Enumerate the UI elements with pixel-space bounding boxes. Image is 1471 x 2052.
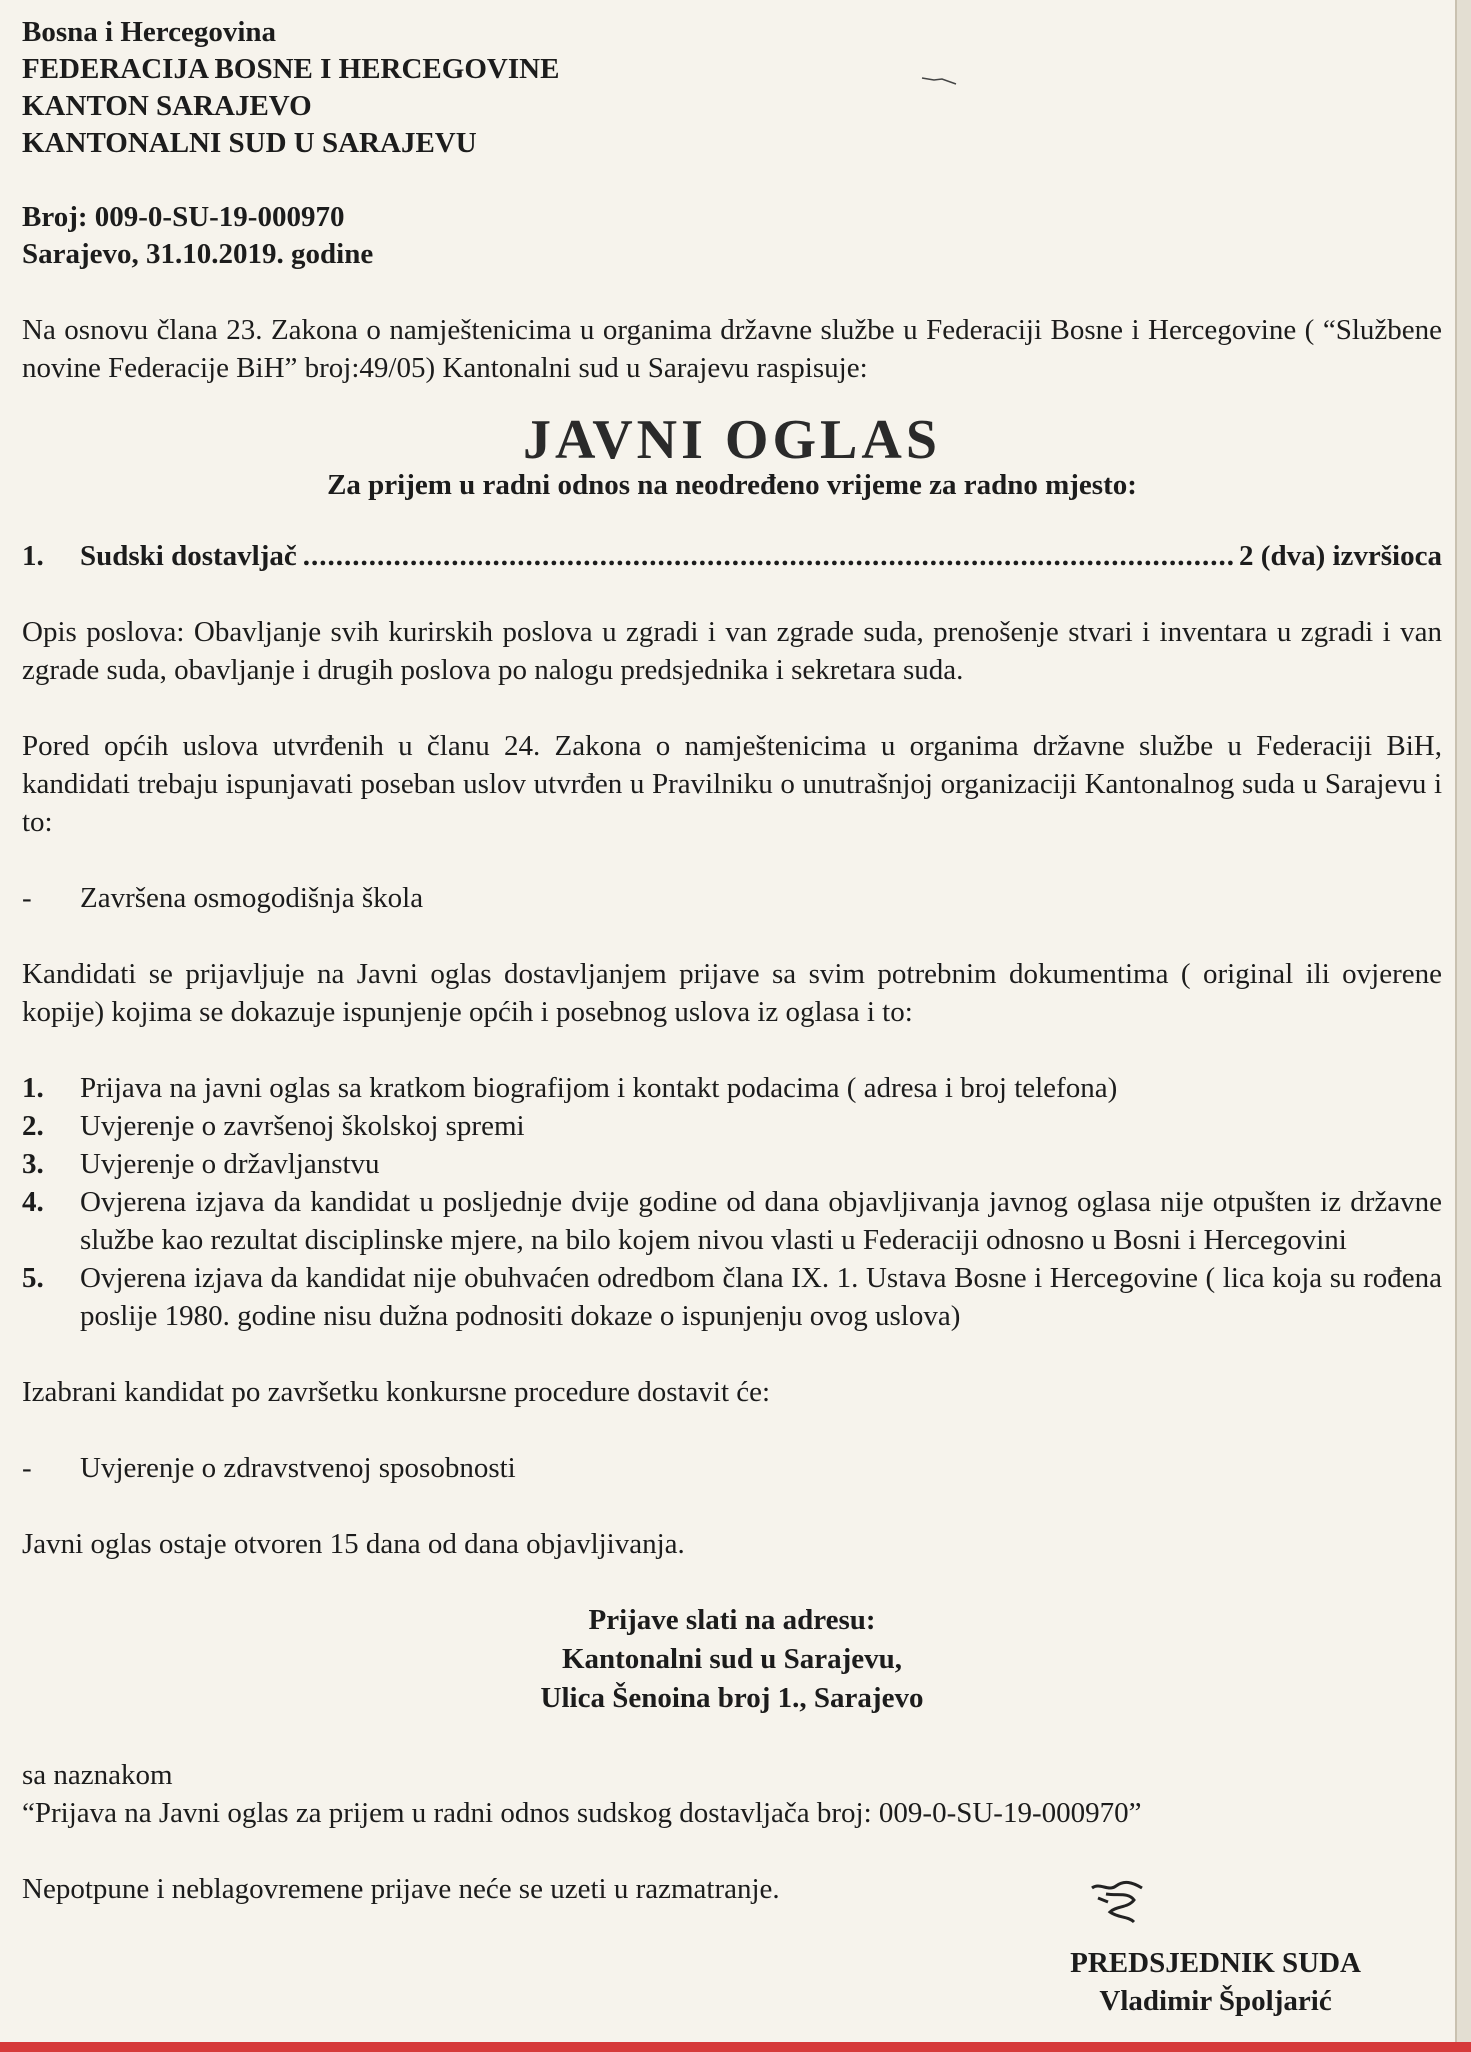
page-edge-bottom bbox=[0, 2042, 1471, 2052]
conditions-paragraph: Pored općih uslova utvrđenih u članu 24. Zakona o namještenicima u organima državne službe u Federaciji BiH, kandidati trebaju ispunjavati poseban uslov utvrđen u Pravilniku o unutrašnjoj organizaciji Kantonalnog suda u Sarajevu i to: bbox=[22, 730, 1442, 838]
list-item bbox=[22, 1145, 1442, 1183]
incomplete-notice: Nepotpune i neblagovremene prijave neće se uzeti u razmatranje. bbox=[22, 1873, 780, 1905]
list-item-number: 3. bbox=[22, 1148, 44, 1180]
address-court: Kantonalni sud u Sarajevu, bbox=[561, 1643, 903, 1675]
signature-block bbox=[1070, 1944, 1361, 2020]
position-number: 1. bbox=[22, 540, 44, 572]
header-line-canton: KANTON SARAJEVO bbox=[22, 90, 312, 122]
special-condition-text: Završena osmogodišnja škola bbox=[80, 882, 424, 914]
header-line-country: Bosna i Hercegovina bbox=[22, 16, 277, 48]
header-line-court: KANTONALNI SUD U SARAJEVU bbox=[22, 127, 477, 159]
signature-name: Vladimir Špoljarić bbox=[1099, 1985, 1332, 2017]
selected-doc-text: Uvjerenje o zdravstvenoj sposobnosti bbox=[80, 1452, 516, 1484]
note-label: sa naznakom bbox=[22, 1759, 173, 1791]
list-item-text: Ovjerena izjava da kandidat nije obuhvaćen odredbom člana IX. 1. Ustava Bosne i Hercegovine ( lica koja su rođena poslije 1980. godine nisu dužna podnositi dokaze o ispunjenju ovog uslova) bbox=[80, 1262, 1442, 1332]
list-item-number: 5. bbox=[22, 1262, 44, 1294]
reference-block bbox=[22, 199, 1442, 273]
note-text: “Prijava na Javni oglas za prijem u radni odnos sudskog dostavljača broj: 009-0-SU-19-000970” bbox=[22, 1797, 1142, 1829]
position-count: 2 (dva) izvršioca bbox=[1239, 540, 1442, 572]
position-row bbox=[22, 537, 1442, 575]
list-item-text: Uvjerenje o državljanstvu bbox=[80, 1148, 380, 1180]
address-street: Ulica Šenoina broj 1., Sarajevo bbox=[540, 1682, 924, 1714]
note-block bbox=[22, 1756, 1442, 1832]
selected-candidate-intro: Izabrani kandidat po završetku konkursne procedure dostavit će: bbox=[22, 1376, 771, 1408]
documents-list bbox=[22, 1069, 1442, 1335]
list-item bbox=[22, 1259, 1442, 1335]
selected-doc-item bbox=[22, 1449, 1442, 1487]
list-item-number: 2. bbox=[22, 1110, 44, 1142]
issuer-header bbox=[22, 14, 1442, 162]
dash-mark: - bbox=[22, 1452, 32, 1484]
address-block bbox=[22, 1601, 1442, 1718]
list-item-text: Prijava na javni oglas sa kratkom biografijom i kontakt podacima ( adresa i broj telefona) bbox=[80, 1072, 1118, 1104]
address-heading: Prijave slati na adresu: bbox=[588, 1604, 876, 1636]
position-name: Sudski dostavljač bbox=[80, 540, 297, 572]
dot-leader bbox=[303, 537, 1233, 575]
application-intro: Kandidati se prijavljuje na Javni oglas dostavljanjem prijave sa svim potrebnim dokumentima ( original ili ovjerene kopije) kojima se dokazuje ispunjenje općih i posebnog uslova iz oglasa i to: bbox=[22, 958, 1442, 1028]
list-item bbox=[22, 1183, 1442, 1259]
dash-mark: - bbox=[22, 882, 32, 914]
header-line-federation: FEDERACIJA BOSNE I HERCEGOVINE bbox=[22, 53, 560, 85]
reference-number: Broj: 009-0-SU-19-000970 bbox=[22, 201, 345, 233]
list-item bbox=[22, 1069, 1442, 1107]
list-item-text: Ovjerena izjava da kandidat u posljednje dvije godine od dana objavljivanja javnog oglasa nije otpušten iz državne službe kao rezultat disciplinske mjere, na bilo kojem nivou vlasti u Federaciji odnosno u Bosni i Hercegovini bbox=[80, 1186, 1442, 1256]
open-period: Javni oglas ostaje otvoren 15 dana od dana objavljivanja. bbox=[22, 1528, 685, 1560]
list-item-text: Uvjerenje o završenoj školskoj spremi bbox=[80, 1110, 525, 1142]
notice-subtitle: Za prijem u radni odnos na neodređeno vrijeme za radno mjesto: bbox=[327, 469, 1137, 501]
notice-title: JAVNI OGLAS bbox=[523, 409, 941, 471]
intro-paragraph: Na osnovu člana 23. Zakona o namještenicima u organima državne službe u Federaciji Bosne i Hercegovine ( “Službene novine Federacije BiH” broj:49/05) Kantonalni sud u Sarajevu raspisuje: bbox=[22, 314, 1442, 384]
signature-scribble bbox=[1088, 1878, 1148, 1928]
job-description: Opis poslova: Obavljanje svih kurirskih poslova u zgradi i van zgrade suda, prenošenje stvari i inventara u zgradi i van zgrade suda, obavljanje i drugih poslova po nalogu predsjednika i sekretara suda. bbox=[22, 616, 1442, 686]
page-edge-right bbox=[1455, 0, 1471, 2052]
list-item bbox=[22, 1107, 1442, 1145]
special-condition-item bbox=[22, 879, 1442, 917]
list-item-number: 4. bbox=[22, 1186, 44, 1218]
list-item-number: 1. bbox=[22, 1072, 44, 1104]
signature-role: PREDSJEDNIK SUDA bbox=[1070, 1947, 1361, 1979]
document-content bbox=[22, 14, 1442, 1908]
reference-place-date: Sarajevo, 31.10.2019. godine bbox=[22, 238, 374, 270]
